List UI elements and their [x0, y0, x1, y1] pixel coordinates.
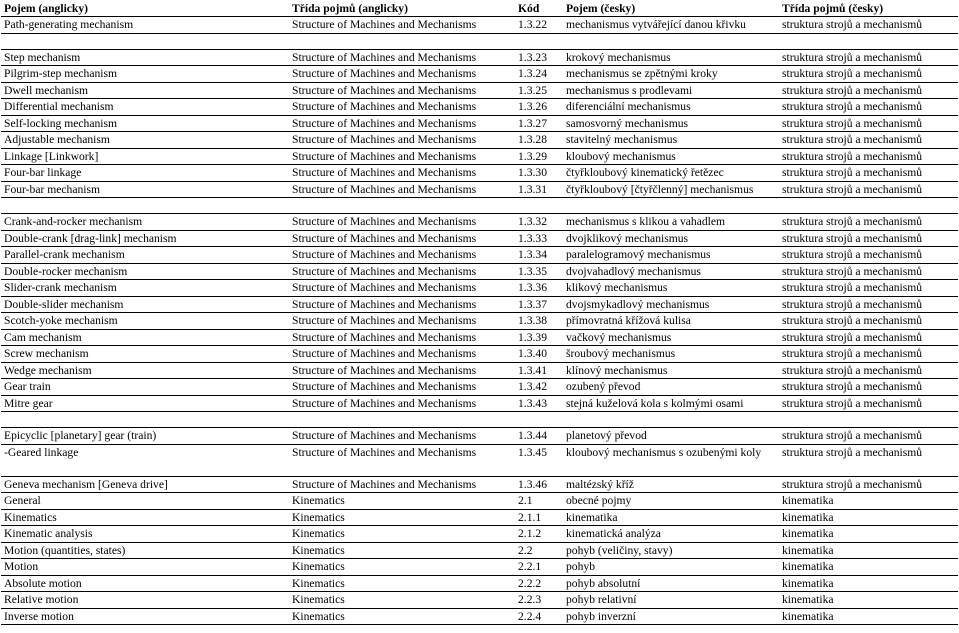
class-en-cell: Kinematics — [289, 608, 515, 625]
class-cz-cell: struktura strojů a mechanismů — [779, 214, 958, 231]
code-cell: 1.3.45 — [515, 444, 563, 476]
term-en-cell: Cam mechanism — [1, 329, 289, 346]
table-row — [1, 493, 958, 510]
code-cell: 1.3.46 — [515, 476, 563, 493]
table-row — [1, 17, 958, 34]
term-en-cell: Double-rocker mechanism — [1, 263, 289, 280]
class-cz-cell: kinematika — [779, 493, 958, 510]
class-en-cell: Structure of Machines and Mechanisms — [289, 49, 515, 66]
class-en-cell: Kinematics — [289, 592, 515, 609]
term-cz-cell: mechanismus s prodlevami — [563, 82, 779, 99]
empty-cell — [289, 198, 515, 214]
term-en-cell: Parallel-crank mechanism — [1, 247, 289, 264]
empty-cell — [515, 412, 563, 428]
term-en-cell: Relative motion — [1, 592, 289, 609]
code-cell: 1.3.35 — [515, 263, 563, 280]
code-cell: 1.3.34 — [515, 247, 563, 264]
code-cell: 1.3.33 — [515, 230, 563, 247]
term-cz-cell: dvojklikový mechanismus — [563, 230, 779, 247]
term-en-cell: Four-bar mechanism — [1, 181, 289, 198]
class-cz-cell: struktura strojů a mechanismů — [779, 476, 958, 493]
code-cell: 2.2 — [515, 542, 563, 559]
class-en-cell: Kinematics — [289, 493, 515, 510]
code-cell: 1.3.30 — [515, 165, 563, 182]
class-cz-cell: struktura strojů a mechanismů — [779, 313, 958, 330]
class-cz-cell: struktura strojů a mechanismů — [779, 346, 958, 363]
term-en-cell: Differential mechanism — [1, 99, 289, 116]
class-en-cell: Structure of Machines and Mechanisms — [289, 66, 515, 83]
code-cell: 1.3.42 — [515, 379, 563, 396]
class-en-cell: Structure of Machines and Mechanisms — [289, 362, 515, 379]
term-cz-cell: kinematika — [563, 509, 779, 526]
table-row — [1, 559, 958, 576]
class-cz-cell: kinematika — [779, 608, 958, 625]
class-en-cell: Structure of Machines and Mechanisms — [289, 247, 515, 264]
table-row — [1, 509, 958, 526]
code-cell: 1.3.25 — [515, 82, 563, 99]
empty-cell — [563, 412, 779, 428]
term-cz-cell: diferenciální mechanismus — [563, 99, 779, 116]
term-en-cell: Four-bar linkage — [1, 165, 289, 182]
class-cz-cell: struktura strojů a mechanismů — [779, 230, 958, 247]
table-row — [1, 148, 958, 165]
term-en-cell: -Geared linkage — [1, 444, 289, 476]
class-en-cell: Structure of Machines and Mechanisms — [289, 115, 515, 132]
empty-cell — [515, 33, 563, 49]
class-cz-cell: struktura strojů a mechanismů — [779, 296, 958, 313]
term-cz-cell: obecné pojmy — [563, 493, 779, 510]
code-cell: 1.3.27 — [515, 115, 563, 132]
table-row — [1, 280, 958, 297]
class-cz-cell: struktura strojů a mechanismů — [779, 247, 958, 264]
class-cz-cell: struktura strojů a mechanismů — [779, 428, 958, 445]
class-cz-cell: kinematika — [779, 509, 958, 526]
table-body — [1, 17, 958, 625]
header-class-en: Třída pojmů (anglicky) — [289, 1, 515, 17]
term-cz-cell: pohyb absolutní — [563, 575, 779, 592]
term-cz-cell: přímovratná křížová kulisa — [563, 313, 779, 330]
class-en-cell: Structure of Machines and Mechanisms — [289, 313, 515, 330]
class-cz-cell: kinematika — [779, 542, 958, 559]
term-en-cell: Double-crank [drag-link] mechanism — [1, 230, 289, 247]
class-cz-cell: struktura strojů a mechanismů — [779, 49, 958, 66]
term-cz-cell: ozubený převod — [563, 379, 779, 396]
header-code: Kód — [515, 1, 563, 17]
term-en-cell: Path-generating mechanism — [1, 17, 289, 34]
term-en-cell: Screw mechanism — [1, 346, 289, 363]
term-en-cell: Mitre gear — [1, 395, 289, 412]
code-cell: 1.3.41 — [515, 362, 563, 379]
class-en-cell: Structure of Machines and Mechanisms — [289, 214, 515, 231]
class-en-cell: Structure of Machines and Mechanisms — [289, 181, 515, 198]
class-en-cell: Kinematics — [289, 559, 515, 576]
spacer-row — [1, 198, 958, 214]
term-cz-cell: samosvorný mechanismus — [563, 115, 779, 132]
code-cell: 2.1 — [515, 493, 563, 510]
term-en-cell: Dwell mechanism — [1, 82, 289, 99]
header-class-cz: Třída pojmů (česky) — [779, 1, 958, 17]
table-row — [1, 476, 958, 493]
class-cz-cell: struktura strojů a mechanismů — [779, 165, 958, 182]
code-cell: 2.2.4 — [515, 608, 563, 625]
term-en-cell: Double-slider mechanism — [1, 296, 289, 313]
table-row — [1, 608, 958, 625]
term-en-cell: Pilgrim-step mechanism — [1, 66, 289, 83]
table-row — [1, 362, 958, 379]
class-cz-cell: struktura strojů a mechanismů — [779, 17, 958, 34]
class-cz-cell: struktura strojů a mechanismů — [779, 66, 958, 83]
class-en-cell: Structure of Machines and Mechanisms — [289, 444, 515, 476]
term-cz-cell: klikový mechanismus — [563, 280, 779, 297]
class-cz-cell: kinematika — [779, 526, 958, 543]
code-cell: 2.2.1 — [515, 559, 563, 576]
code-cell: 1.3.24 — [515, 66, 563, 83]
spacer-row — [1, 33, 958, 49]
code-cell: 1.3.39 — [515, 329, 563, 346]
class-cz-cell: struktura strojů a mechanismů — [779, 280, 958, 297]
code-cell: 1.3.36 — [515, 280, 563, 297]
table-row — [1, 346, 958, 363]
code-cell: 2.1.1 — [515, 509, 563, 526]
code-cell: 2.2.3 — [515, 592, 563, 609]
class-en-cell: Structure of Machines and Mechanisms — [289, 17, 515, 34]
term-cz-cell: pohyb (veličiny, stavy) — [563, 542, 779, 559]
class-cz-cell: struktura strojů a mechanismů — [779, 379, 958, 396]
class-en-cell: Structure of Machines and Mechanisms — [289, 329, 515, 346]
table-row — [1, 181, 958, 198]
code-cell: 1.3.31 — [515, 181, 563, 198]
term-en-cell: Self-locking mechanism — [1, 115, 289, 132]
class-en-cell: Structure of Machines and Mechanisms — [289, 148, 515, 165]
table-row — [1, 49, 958, 66]
code-cell: 1.3.43 — [515, 395, 563, 412]
class-cz-cell: struktura strojů a mechanismů — [779, 115, 958, 132]
code-cell: 1.3.23 — [515, 49, 563, 66]
term-cz-cell: mechanismus s klikou a vahadlem — [563, 214, 779, 231]
class-cz-cell: struktura strojů a mechanismů — [779, 444, 958, 476]
class-cz-cell: struktura strojů a mechanismů — [779, 82, 958, 99]
term-cz-cell: pohyb inverzní — [563, 608, 779, 625]
class-en-cell: Structure of Machines and Mechanisms — [289, 82, 515, 99]
table-row — [1, 575, 958, 592]
table-row — [1, 542, 958, 559]
table-row — [1, 115, 958, 132]
term-cz-cell: šroubový mechanismus — [563, 346, 779, 363]
term-en-cell: Kinematics — [1, 509, 289, 526]
term-en-cell: General — [1, 493, 289, 510]
term-en-cell: Gear train — [1, 379, 289, 396]
term-en-cell: Absolute motion — [1, 575, 289, 592]
table-row — [1, 379, 958, 396]
term-en-cell: Scotch-yoke mechanism — [1, 313, 289, 330]
table-row — [1, 132, 958, 149]
class-en-cell: Structure of Machines and Mechanisms — [289, 428, 515, 445]
class-en-cell: Kinematics — [289, 542, 515, 559]
class-en-cell: Structure of Machines and Mechanisms — [289, 346, 515, 363]
term-en-cell: Geneva mechanism [Geneva drive] — [1, 476, 289, 493]
empty-cell — [563, 198, 779, 214]
header-row — [1, 1, 958, 17]
table-row — [1, 428, 958, 445]
empty-cell — [779, 198, 958, 214]
table-row — [1, 296, 958, 313]
class-en-cell: Structure of Machines and Mechanisms — [289, 379, 515, 396]
term-en-cell: Adjustable mechanism — [1, 132, 289, 149]
term-en-cell: Crank-and-rocker mechanism — [1, 214, 289, 231]
term-cz-cell: kloubový mechanismus s ozubenými koly — [563, 444, 779, 476]
table-row — [1, 444, 958, 476]
empty-cell — [515, 198, 563, 214]
code-cell: 1.3.29 — [515, 148, 563, 165]
term-cz-cell: dvojvahadlový mechanismus — [563, 263, 779, 280]
class-cz-cell: struktura strojů a mechanismů — [779, 132, 958, 149]
class-en-cell: Structure of Machines and Mechanisms — [289, 132, 515, 149]
class-cz-cell: struktura strojů a mechanismů — [779, 362, 958, 379]
class-cz-cell: struktura strojů a mechanismů — [779, 263, 958, 280]
term-cz-cell: čtyřkloubový [čtyřčlenný] mechanismus — [563, 181, 779, 198]
header-term-cz: Pojem (česky) — [563, 1, 779, 17]
term-en-cell: Wedge mechanism — [1, 362, 289, 379]
code-cell: 1.3.26 — [515, 99, 563, 116]
term-en-cell: Motion — [1, 559, 289, 576]
term-cz-cell: maltézský kříž — [563, 476, 779, 493]
spacer-row — [1, 412, 958, 428]
class-en-cell: Structure of Machines and Mechanisms — [289, 263, 515, 280]
code-cell: 2.2.2 — [515, 575, 563, 592]
term-cz-cell: planetový převod — [563, 428, 779, 445]
code-cell: 1.3.28 — [515, 132, 563, 149]
class-en-cell: Structure of Machines and Mechanisms — [289, 395, 515, 412]
table-row — [1, 592, 958, 609]
table-row — [1, 247, 958, 264]
class-en-cell: Kinematics — [289, 526, 515, 543]
table-row — [1, 263, 958, 280]
code-cell: 1.3.37 — [515, 296, 563, 313]
table-row — [1, 82, 958, 99]
term-cz-cell: klínový mechanismus — [563, 362, 779, 379]
class-en-cell: Structure of Machines and Mechanisms — [289, 230, 515, 247]
table-row — [1, 329, 958, 346]
term-en-cell: Step mechanism — [1, 49, 289, 66]
table-row — [1, 214, 958, 231]
term-cz-cell: paralelogramový mechanismus — [563, 247, 779, 264]
class-cz-cell: struktura strojů a mechanismů — [779, 329, 958, 346]
term-cz-cell: krokový mechanismus — [563, 49, 779, 66]
empty-cell — [1, 412, 289, 428]
table-row — [1, 526, 958, 543]
empty-cell — [779, 412, 958, 428]
table-row — [1, 99, 958, 116]
term-en-cell: Epicyclic [planetary] gear (train) — [1, 428, 289, 445]
glossary-table — [1, 1, 958, 625]
class-en-cell: Structure of Machines and Mechanisms — [289, 280, 515, 297]
term-en-cell: Motion (quantities, states) — [1, 542, 289, 559]
term-cz-cell: stejná kuželová kola s kolmými osami — [563, 395, 779, 412]
empty-cell — [1, 198, 289, 214]
term-cz-cell: stavitelný mechanismus — [563, 132, 779, 149]
class-en-cell: Structure of Machines and Mechanisms — [289, 165, 515, 182]
class-cz-cell: struktura strojů a mechanismů — [779, 99, 958, 116]
term-cz-cell: vačkový mechanismus — [563, 329, 779, 346]
table-row — [1, 230, 958, 247]
table-row — [1, 66, 958, 83]
term-cz-cell: dvojsmykadlový mechanismus — [563, 296, 779, 313]
term-en-cell: Slider-crank mechanism — [1, 280, 289, 297]
term-en-cell: Kinematic analysis — [1, 526, 289, 543]
code-cell: 1.3.38 — [515, 313, 563, 330]
term-cz-cell: čtyřkloubový kinematický řetězec — [563, 165, 779, 182]
term-en-cell: Linkage [Linkwork] — [1, 148, 289, 165]
empty-cell — [563, 33, 779, 49]
empty-cell — [289, 33, 515, 49]
term-cz-cell: mechanismus se zpětnými kroky — [563, 66, 779, 83]
class-en-cell: Structure of Machines and Mechanisms — [289, 99, 515, 116]
code-cell: 1.3.32 — [515, 214, 563, 231]
term-cz-cell: pohyb relativní — [563, 592, 779, 609]
class-en-cell: Kinematics — [289, 575, 515, 592]
term-en-cell: Inverse motion — [1, 608, 289, 625]
class-cz-cell: kinematika — [779, 559, 958, 576]
code-cell: 1.3.22 — [515, 17, 563, 34]
term-cz-cell: mechanismus vytvářející danou křivku — [563, 17, 779, 34]
term-cz-cell: kinematická analýza — [563, 526, 779, 543]
term-cz-cell: kloubový mechanismus — [563, 148, 779, 165]
class-cz-cell: kinematika — [779, 592, 958, 609]
term-cz-cell: pohyb — [563, 559, 779, 576]
empty-cell — [1, 33, 289, 49]
table-row — [1, 313, 958, 330]
table-row — [1, 395, 958, 412]
header-term-en: Pojem (anglicky) — [1, 1, 289, 17]
empty-cell — [779, 33, 958, 49]
class-cz-cell: struktura strojů a mechanismů — [779, 148, 958, 165]
code-cell: 1.3.44 — [515, 428, 563, 445]
class-en-cell: Structure of Machines and Mechanisms — [289, 296, 515, 313]
code-cell: 1.3.40 — [515, 346, 563, 363]
code-cell: 2.1.2 — [515, 526, 563, 543]
class-cz-cell: struktura strojů a mechanismů — [779, 395, 958, 412]
class-cz-cell: struktura strojů a mechanismů — [779, 181, 958, 198]
class-en-cell: Kinematics — [289, 509, 515, 526]
table-row — [1, 165, 958, 182]
class-en-cell: Structure of Machines and Mechanisms — [289, 476, 515, 493]
class-cz-cell: kinematika — [779, 575, 958, 592]
empty-cell — [289, 412, 515, 428]
